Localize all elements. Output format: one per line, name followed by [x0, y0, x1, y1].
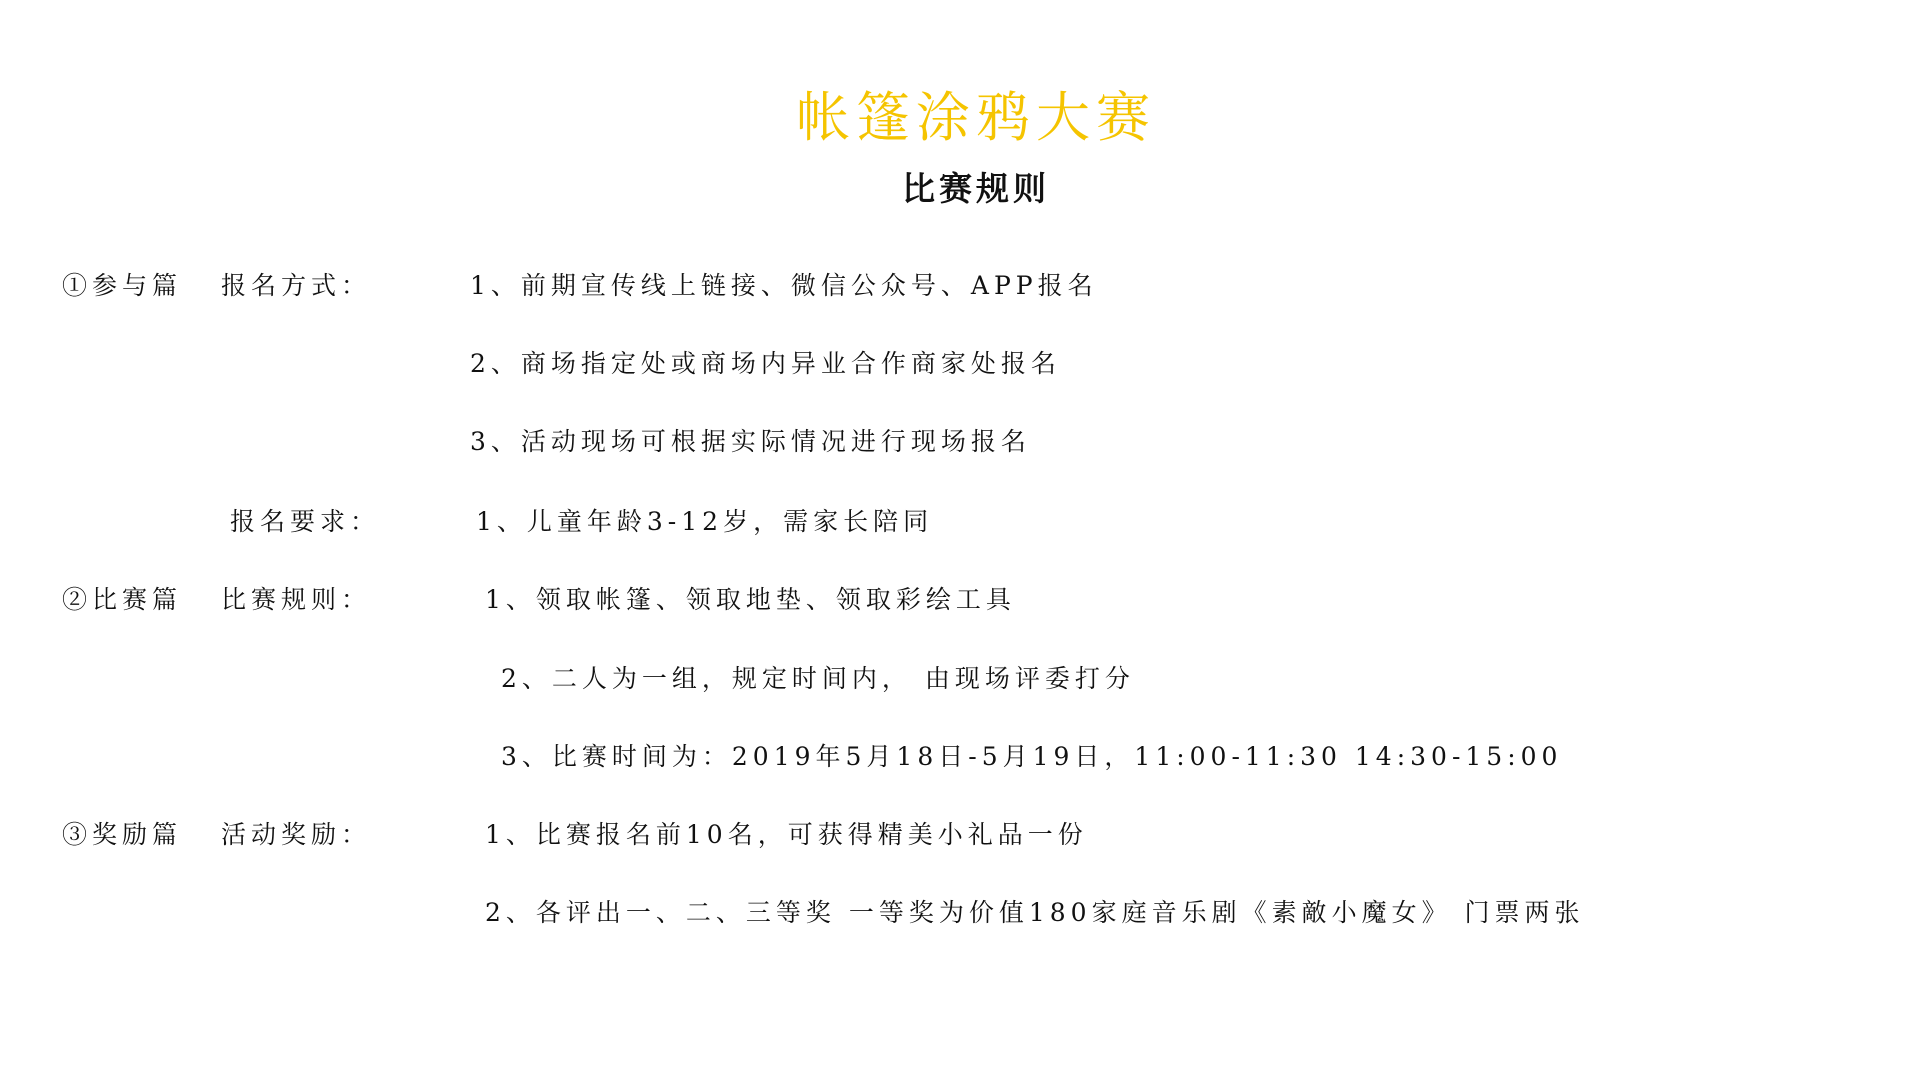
- list-item: 2、各评出一、二、三等奖 一等奖为价值180家庭音乐剧《素敵小魔女》 门票两张: [485, 898, 1585, 927]
- group-label: 比赛规则：: [221, 585, 372, 614]
- list-item: 1、领取帐篷、领取地垫、领取彩绘工具: [485, 585, 1016, 614]
- group-label: 活动奖励：: [221, 820, 372, 849]
- group-label: 报名方式：: [221, 271, 372, 300]
- list-item: 2、商场指定处或商场内异业合作商家处报名: [470, 349, 1061, 378]
- list-item: 1、比赛报名前10名，可获得精美小礼品一份: [485, 820, 1088, 849]
- section-name: ②比赛篇: [62, 585, 183, 614]
- page-subtitle: 比赛规则: [902, 169, 1050, 208]
- list-item: 3、活动现场可根据实际情况进行现场报名: [470, 427, 1031, 456]
- list-item: 1、儿童年龄3-12岁，需家长陪同: [476, 507, 934, 536]
- group-label: 报名要求：: [230, 507, 381, 536]
- section-name: ③奖励篇: [62, 820, 183, 849]
- section-name: ①参与篇: [62, 271, 183, 300]
- page-title: 帐篷涂鸦大赛: [796, 86, 1156, 149]
- list-item: 3、比赛时间为：2019年5月18日-5月19日，11:00-11:30 14:30-15:00: [501, 742, 1563, 771]
- list-item: 1、前期宣传线上链接、微信公众号、APP报名: [470, 271, 1098, 300]
- list-item: 2、二人为一组，规定时间内， 由现场评委打分: [501, 664, 1135, 693]
